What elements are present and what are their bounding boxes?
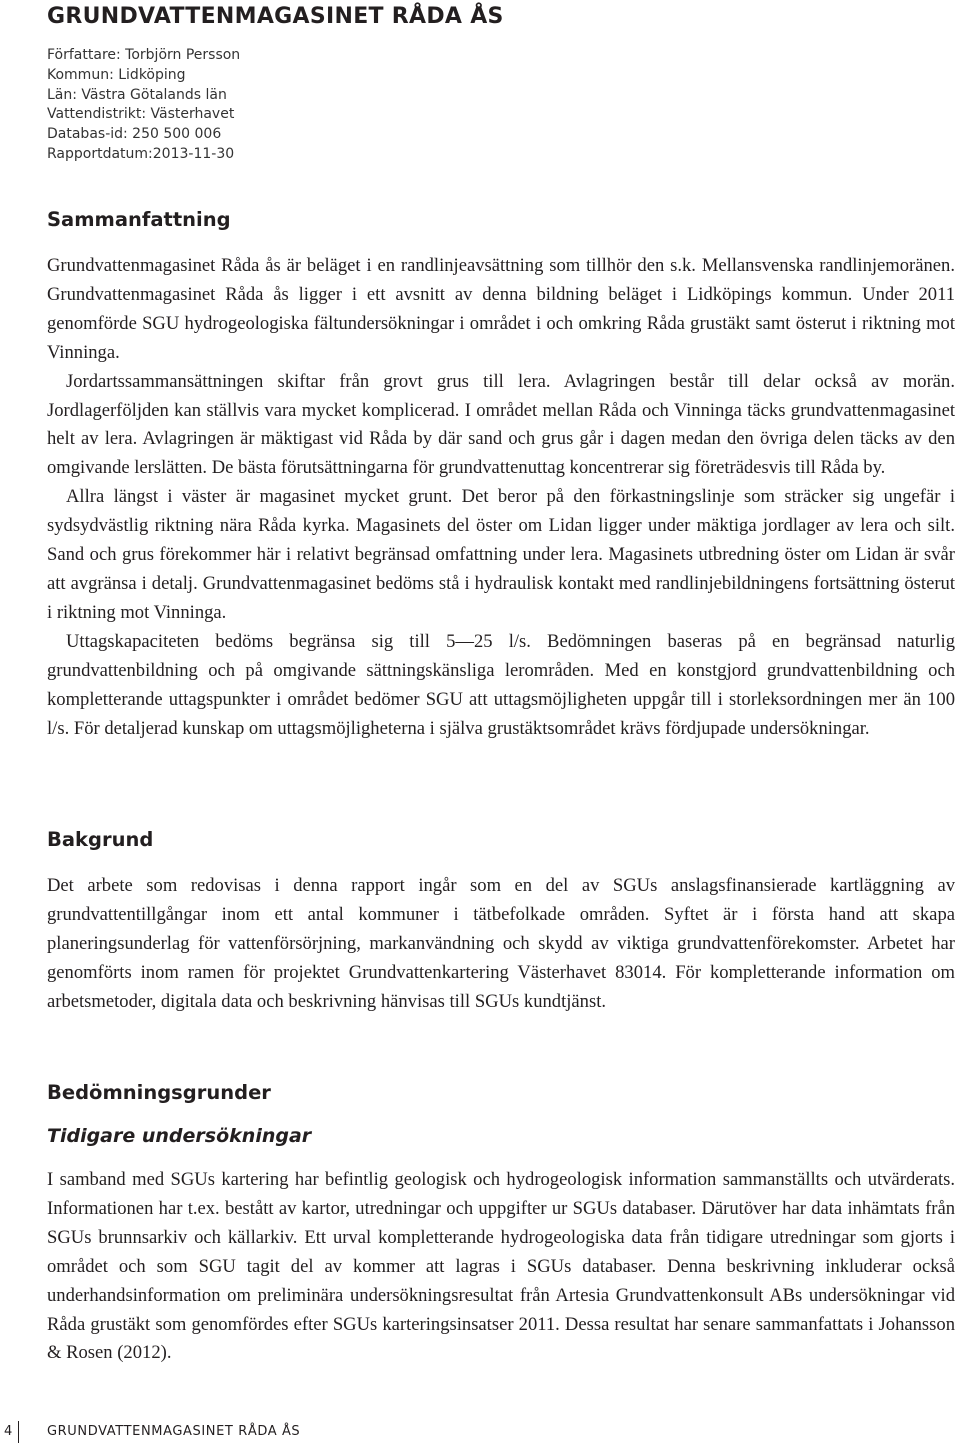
background-heading: Bakgrund bbox=[47, 828, 154, 851]
previous-studies-subheading: Tidigare undersökningar bbox=[47, 1125, 312, 1147]
footer-title: GRUNDVATTENMAGASINET RÅDA ÅS bbox=[47, 1424, 301, 1439]
background-body bbox=[47, 872, 955, 1017]
meta-database-id: Databas-id: 250 500 006 bbox=[47, 126, 222, 143]
summary-paragraph: Jordartssammansättningen skiftar från grovt grus till lera. Avlagringen består till delar också av morän. Jordlagerföljden kan ställvis vara mycket komplicerad. I området mellan Råda och Vinninga täcks grundvattenmagasinet helt av lera. Avlagringen är mäktigast vid Råda by där sand och grus går i dagen medan den övriga delen täcks av den omgivande lerslätten. De bästa förutsättningarna för grundvattenuttag koncentrerar sig företrädesvis till Råda by. bbox=[47, 370, 955, 479]
summary-body bbox=[47, 252, 955, 743]
meta-county: Län: Västra Götalands län bbox=[47, 86, 227, 103]
page-number: 4 bbox=[4, 1424, 13, 1439]
page-footer bbox=[0, 1420, 960, 1442]
meta-municipality: Kommun: Lidköping bbox=[47, 66, 186, 83]
summary-paragraph: Uttagskapaciteten bedöms begränsa sig till 5—25 l/s. Bedömningen baseras på en begränsad naturlig grundvattenbildning och på omgivande sättningskänsliga lerområden. Med en konstgjord grundvattenbildning och kompletterande uttagspunkter i området bedömer SGU att uttagsmöjligheten uppgår till i storleksordningen mer än 100 l/s. För detaljerad kunskap om uttagsmöjligheterna i själva grustäktsområdet krävs fördjupade undersökningar. bbox=[47, 630, 955, 739]
summary-paragraph: Allra längst i väster är magasinet mycket grunt. Det beror på den förkastningslinje som sträcker sig ungefär i sydsydvästlig riktning nära Råda kyrka. Magasinets del öster om Lidan ligger under mäktiga jordlager av lera och silt. Sand och grus förekommer här i relativt begränsad omfattning under lera. Magasinets utbredning öster om Lidan är svår att avgränsa i detalj. Grundvattenmagasinet bedöms stå i hydraulisk kontakt med randlinjebildningens fortsättning österut i riktning mot Vinninga. bbox=[47, 486, 955, 623]
assessment-heading: Bedömningsgrunder bbox=[47, 1081, 271, 1104]
document-title: GRUNDVATTENMAGASINET RÅDA ÅS bbox=[47, 4, 504, 29]
metadata-block bbox=[47, 46, 240, 165]
meta-water-district: Vattendistrikt: Västerhavet bbox=[47, 106, 235, 123]
summary-heading: Sammanfattning bbox=[47, 208, 231, 231]
summary-paragraph: Grundvattenmagasinet Råda ås är beläget i en randlinjeavsättning som tillhör den s.k. Mellansvenska randlinjemoränen. Grundvattenmagasinet Råda ås ligger i ett avsnitt av denna bildning beläget i Lidköpings kommun. Under 2011 genomförde SGU hydrogeologiska fältundersökningar i området i och omkring Råda grustäkt samt österut i riktning mot Vinninga. bbox=[47, 255, 955, 363]
assessment-body bbox=[47, 1166, 955, 1368]
meta-author: Författare: Torbjörn Persson bbox=[47, 47, 241, 63]
background-paragraph: Det arbete som redovisas i denna rapport ingår som en del av SGUs anslagsfinansierade kartläggning av grundvattentillgångar inom ett antal kommuner i tätbefolkade områden. Syftet är i första hand att skapa planeringsunderlag för vattenförsörjning, markanvändning och skydd av viktiga grundvattenförekomster. Arbetet har genomförts inom ramen för projektet Grundvattenkartering Västerhavet 83014. För kompletterande information om arbetsmetoder, digitala data och beskrivning hänvisas till SGUs kundtjänst. bbox=[47, 875, 955, 1012]
meta-report-date: Rapportdatum:2013-11-30 bbox=[47, 145, 235, 162]
footer-divider bbox=[18, 1421, 19, 1443]
assessment-paragraph: I samband med SGUs kartering har befintlig geologisk och hydrogeologisk information sammanställts och utvärderats. Informationen har t.ex. bestått av kartor, utredningar och uppgifter ur SGUs databaser. Därutöver har data inhämtats från SGUs brunnsarkiv och källarkiv. Ett urval kompletterande hydrogeologiska data från tidigare utredningar som gjorts i området och som SGU tagit del av kommer att lagras i SGUs databaser. Denna beskrivning inkluderar också underhandsinformation om preliminära undersökningsresultat från Artesia Grundvattenkonsult ABs undersökningar vid Råda grustäkt som genomfördes efter SGUs karteringsinsatser 2011. Dessa resultat har senare sammanfattats i Johansson & Rosen (2012). bbox=[47, 1169, 955, 1364]
